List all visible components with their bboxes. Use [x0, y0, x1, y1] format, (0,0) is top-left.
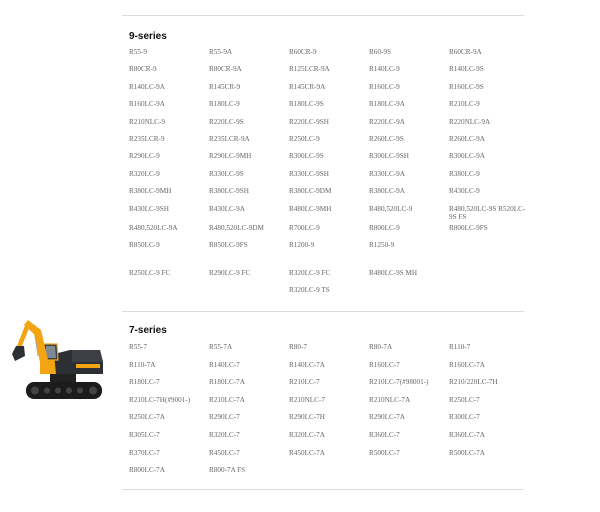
model-cell[interactable] — [129, 65, 209, 82]
model-cell[interactable] — [449, 100, 529, 117]
model-cell[interactable] — [449, 83, 529, 100]
model-row — [129, 413, 529, 431]
model-cell[interactable] — [129, 170, 209, 187]
model-link[interactable]: R80CR-9A — [209, 65, 242, 74]
model-cell[interactable] — [129, 152, 209, 169]
model-link[interactable]: R430LC-9SH — [129, 204, 169, 213]
model-row — [129, 449, 529, 467]
model-link[interactable]: R480,520LC-9A — [129, 224, 178, 233]
model-link[interactable]: R60CR-9 — [289, 48, 317, 56]
model-link[interactable]: R1200-9 — [289, 241, 315, 250]
model-cell[interactable] — [289, 187, 369, 204]
model-cell[interactable] — [369, 269, 449, 286]
model-cell[interactable] — [129, 413, 209, 431]
model-cell[interactable] — [449, 48, 529, 65]
model-row — [129, 100, 529, 117]
model-cell[interactable] — [449, 378, 529, 396]
model-cell[interactable] — [369, 187, 449, 204]
model-cell[interactable] — [289, 205, 369, 225]
model-cell[interactable] — [129, 241, 209, 258]
model-cell[interactable] — [209, 361, 289, 379]
model-cell[interactable] — [369, 396, 449, 414]
model-link[interactable]: R55-7A — [209, 343, 233, 351]
model-cell[interactable] — [209, 241, 289, 258]
model-link[interactable]: R180LC-9 — [209, 100, 240, 109]
model-cell[interactable] — [369, 65, 449, 82]
model-link[interactable]: R380LC-9 — [449, 169, 480, 178]
model-link[interactable]: R360LC-7A — [449, 430, 485, 439]
empty-cell — [289, 466, 369, 484]
series-9-model-grid — [129, 48, 529, 259]
model-cell[interactable] — [449, 170, 529, 187]
model-link[interactable]: R220LC-9S — [209, 117, 244, 126]
model-cell[interactable] — [129, 269, 209, 286]
model-link[interactable]: R300LC-9A — [449, 152, 485, 161]
model-cell[interactable] — [209, 396, 289, 414]
model-link[interactable]: R800LC-9FS — [449, 224, 488, 233]
top-divider — [122, 15, 524, 16]
model-link[interactable]: R110-7A — [129, 360, 156, 369]
model-row — [129, 343, 529, 361]
model-link[interactable]: R210LC-9 — [449, 100, 480, 109]
model-cell[interactable] — [449, 431, 529, 449]
model-cell[interactable] — [449, 413, 529, 431]
model-cell[interactable] — [289, 170, 369, 187]
model-cell[interactable] — [449, 449, 529, 467]
model-cell[interactable] — [129, 431, 209, 449]
model-link[interactable]: R480LC-9MH — [289, 204, 332, 213]
model-link[interactable]: R430LC-9 — [449, 187, 480, 196]
model-link[interactable]: R500LC-7 — [369, 448, 400, 457]
model-cell[interactable] — [209, 83, 289, 100]
model-link[interactable]: R220LC-9A — [369, 117, 405, 126]
empty-cell — [449, 286, 529, 303]
model-link[interactable]: R210NLC-7A — [369, 395, 411, 404]
model-link[interactable]: R180LC-7 — [129, 378, 160, 387]
model-link[interactable]: R145CR-9A — [289, 82, 326, 91]
model-link[interactable]: R480,520LC-9 — [369, 204, 413, 213]
model-link[interactable]: R450LC-7A — [289, 448, 325, 457]
model-link[interactable]: R305LC-7 — [129, 430, 160, 439]
model-link[interactable]: R290LC-7 — [209, 413, 240, 422]
model-link[interactable]: R380LC-9A — [369, 187, 405, 196]
model-link[interactable]: R160LC-9S — [449, 82, 484, 91]
model-cell[interactable] — [369, 413, 449, 431]
model-cell[interactable] — [369, 100, 449, 117]
model-link[interactable]: R800-7A FS — [209, 466, 246, 475]
model-link[interactable]: R140LC-7 — [209, 360, 240, 369]
model-link[interactable]: R80-7A — [369, 343, 393, 351]
series-7-title: 7-series — [129, 325, 167, 336]
model-cell[interactable] — [129, 466, 209, 484]
model-cell[interactable] — [289, 152, 369, 169]
model-link[interactable]: R55-9A — [209, 48, 233, 56]
model-cell[interactable] — [449, 152, 529, 169]
model-link[interactable]: R380LC-9SH — [209, 187, 249, 196]
model-link[interactable]: R500LC-7A — [449, 448, 485, 457]
empty-cell — [369, 286, 449, 303]
model-link[interactable]: R140LC-9S — [449, 65, 484, 74]
excavator-body — [40, 344, 103, 382]
series-7-model-grid — [129, 343, 529, 484]
model-link[interactable]: R210NLC-9 — [129, 117, 165, 126]
model-link[interactable]: R60CR-9A — [449, 48, 482, 56]
model-cell[interactable] — [209, 205, 289, 225]
model-cell[interactable] — [449, 396, 529, 414]
model-cell[interactable] — [289, 83, 369, 100]
model-link[interactable]: R210LC-7H(#9001-) — [129, 395, 191, 404]
excavator-track — [26, 382, 102, 399]
model-link[interactable]: R80CR-9 — [129, 65, 157, 74]
model-link[interactable]: R250LC-9 — [289, 134, 320, 143]
model-cell[interactable] — [449, 135, 529, 152]
model-cell[interactable] — [369, 118, 449, 135]
model-cell[interactable] — [129, 449, 209, 467]
model-link[interactable]: R320LC-9 — [129, 169, 160, 178]
model-cell[interactable] — [289, 224, 369, 241]
model-cell[interactable] — [209, 449, 289, 467]
model-link[interactable]: R320LC-9 TS — [289, 286, 330, 295]
model-row — [129, 378, 529, 396]
model-cell[interactable] — [369, 224, 449, 241]
model-link[interactable]: R250LC-9 FC — [129, 269, 171, 277]
model-row — [129, 187, 529, 204]
model-cell[interactable] — [129, 135, 209, 152]
model-cell[interactable] — [129, 187, 209, 204]
model-link[interactable]: R290LC-9 FC — [209, 269, 251, 277]
model-row — [129, 48, 529, 65]
model-cell[interactable] — [289, 100, 369, 117]
model-row — [129, 170, 529, 187]
model-cell[interactable] — [129, 224, 209, 241]
model-cell[interactable] — [449, 343, 529, 361]
model-cell[interactable] — [289, 241, 369, 258]
model-row — [129, 396, 529, 414]
model-link[interactable]: R850LC-9 — [129, 241, 160, 250]
model-link[interactable]: R330LC-9SH — [289, 169, 329, 178]
model-row — [129, 269, 529, 286]
model-cell[interactable] — [209, 170, 289, 187]
model-cell[interactable] — [369, 170, 449, 187]
model-link[interactable]: R800LC-9 — [369, 224, 400, 233]
model-link[interactable]: R60-9S — [369, 48, 391, 56]
model-link[interactable]: R320LC-9 FC — [289, 269, 331, 277]
model-cell[interactable] — [209, 100, 289, 117]
model-cell[interactable] — [209, 48, 289, 65]
model-link[interactable]: R220LC-9SH — [289, 117, 329, 126]
model-cell[interactable] — [209, 431, 289, 449]
model-cell[interactable] — [369, 449, 449, 467]
model-cell[interactable] — [449, 65, 529, 82]
model-link[interactable]: R290LC-9 — [129, 152, 160, 161]
model-link[interactable]: R160LC-9A — [129, 100, 165, 109]
model-link[interactable]: R330LC-9S — [209, 169, 244, 178]
model-cell[interactable] — [129, 83, 209, 100]
empty-cell — [209, 286, 289, 303]
model-row — [129, 135, 529, 152]
model-link[interactable]: R380LC-9MH — [129, 187, 172, 196]
model-cell[interactable] — [209, 378, 289, 396]
model-row — [129, 361, 529, 379]
model-cell[interactable] — [289, 118, 369, 135]
model-cell[interactable] — [129, 396, 209, 414]
model-cell[interactable] — [289, 431, 369, 449]
model-cell[interactable] — [209, 343, 289, 361]
model-link[interactable]: R180LC-9A — [369, 100, 405, 109]
model-link[interactable]: R80-7 — [289, 343, 307, 351]
model-link[interactable]: R160LC-7A — [449, 360, 485, 369]
series-9-title: 9-series — [129, 31, 167, 42]
empty-cell — [369, 466, 449, 484]
model-link[interactable]: R210LC-7A — [209, 395, 245, 404]
model-cell[interactable] — [449, 118, 529, 135]
model-link[interactable]: R250LC-7 — [449, 395, 480, 404]
model-link[interactable]: R180LC-7A — [209, 378, 245, 387]
model-cell[interactable] — [449, 205, 529, 225]
model-link[interactable]: R235LCR-9A — [209, 134, 250, 143]
model-cell[interactable] — [289, 286, 369, 303]
model-row — [129, 286, 529, 303]
model-link[interactable]: R700LC-9 — [289, 224, 320, 233]
model-link[interactable]: R850LC-9FS — [209, 241, 248, 250]
model-link[interactable]: R320LC-7A — [289, 430, 325, 439]
model-cell[interactable] — [369, 378, 449, 396]
model-link[interactable]: R210NLC-7 — [289, 395, 325, 404]
model-cell[interactable] — [209, 269, 289, 286]
empty-cell — [129, 286, 209, 303]
model-cell[interactable] — [209, 65, 289, 82]
model-cell[interactable] — [369, 152, 449, 169]
model-row — [129, 466, 529, 484]
model-cell[interactable] — [129, 205, 209, 225]
model-cell[interactable] — [449, 224, 529, 241]
model-cell[interactable] — [129, 343, 209, 361]
model-cell[interactable] — [369, 361, 449, 379]
model-cell[interactable] — [209, 413, 289, 431]
model-cell[interactable] — [289, 48, 369, 65]
model-link[interactable]: R220NLC-9A — [449, 117, 491, 126]
model-link[interactable]: R55-7 — [129, 343, 147, 351]
model-cell[interactable] — [209, 152, 289, 169]
model-link[interactable]: R290LC-7A — [369, 413, 405, 422]
model-link[interactable]: R290LC-9MH — [209, 152, 252, 161]
model-cell[interactable] — [209, 224, 289, 241]
model-link[interactable]: R380LC-9DM — [289, 187, 332, 196]
model-link[interactable]: R235LCR-9 — [129, 134, 165, 143]
model-cell[interactable] — [369, 343, 449, 361]
model-cell[interactable] — [369, 135, 449, 152]
model-cell[interactable] — [289, 449, 369, 467]
model-cell[interactable] — [209, 466, 289, 484]
model-cell[interactable] — [289, 378, 369, 396]
empty-cell — [449, 466, 529, 484]
model-cell[interactable] — [289, 135, 369, 152]
model-cell[interactable] — [289, 396, 369, 414]
series-9-extra-model-grid — [129, 269, 529, 304]
model-link[interactable]: R450LC-7 — [209, 448, 240, 457]
model-cell[interactable] — [369, 83, 449, 100]
model-cell[interactable] — [289, 343, 369, 361]
model-cell[interactable] — [369, 205, 449, 225]
model-row — [129, 152, 529, 169]
model-link[interactable]: R260LC-9S — [369, 134, 404, 143]
model-row — [129, 205, 529, 225]
model-link[interactable]: R250LC-7A — [129, 413, 165, 422]
empty-cell — [449, 269, 529, 286]
model-link[interactable]: R320LC-7 — [209, 430, 240, 439]
model-row — [129, 83, 529, 100]
model-cell[interactable] — [129, 48, 209, 65]
model-link[interactable]: R145CR-9 — [209, 82, 241, 91]
excavator-image — [10, 316, 106, 406]
model-cell[interactable] — [129, 378, 209, 396]
model-link[interactable]: R160LC-7 — [369, 360, 400, 369]
model-link[interactable]: R210LC-7 — [289, 378, 320, 387]
model-link[interactable]: R55-9 — [129, 48, 147, 56]
model-cell[interactable] — [369, 48, 449, 65]
model-cell[interactable] — [369, 241, 449, 258]
model-cell[interactable] — [449, 361, 529, 379]
model-link[interactable]: R160LC-9 — [369, 82, 400, 91]
model-link[interactable]: R290LC-7H — [289, 413, 325, 422]
model-link[interactable]: R330LC-9A — [369, 169, 405, 178]
model-link[interactable]: R1250-9 — [369, 241, 395, 250]
model-link[interactable]: R300LC-9S — [289, 152, 324, 161]
model-link[interactable]: R140LC-7A — [289, 360, 325, 369]
model-link[interactable]: R370LC-7 — [129, 448, 160, 457]
model-link[interactable]: R140LC-9 — [369, 65, 400, 74]
model-link[interactable]: R300LC-9SH — [369, 152, 409, 161]
model-row — [129, 118, 529, 135]
empty-cell — [449, 241, 529, 258]
model-link[interactable]: R260LC-9A — [449, 134, 485, 143]
model-cell[interactable] — [369, 431, 449, 449]
model-row — [129, 65, 529, 82]
model-cell[interactable] — [129, 100, 209, 117]
model-cell[interactable] — [209, 135, 289, 152]
model-link[interactable]: R210LC-7(#98001-) — [369, 378, 429, 387]
model-link[interactable]: R480LC-9S MH — [369, 269, 418, 277]
model-cell[interactable] — [289, 65, 369, 82]
bottom-divider — [122, 489, 524, 490]
model-link[interactable]: R110-7 — [449, 343, 471, 351]
middle-divider — [122, 311, 524, 312]
model-link[interactable]: R300LC-7 — [449, 413, 480, 422]
excavator-boom — [12, 320, 48, 362]
model-link[interactable]: R125LCR-9A — [289, 65, 330, 74]
model-link[interactable]: R480,520LC-9S R520LC-9S FS — [449, 204, 526, 222]
model-cell[interactable] — [209, 187, 289, 204]
model-row — [129, 224, 529, 241]
model-cell[interactable] — [289, 413, 369, 431]
model-row — [129, 241, 529, 258]
model-cell[interactable] — [129, 361, 209, 379]
model-link[interactable]: R800LC-7A — [129, 466, 165, 475]
model-link[interactable]: R210/220LC-7H — [449, 378, 498, 387]
model-cell[interactable] — [129, 118, 209, 135]
model-cell[interactable] — [289, 269, 369, 286]
model-link[interactable]: R360LC-7 — [369, 430, 400, 439]
model-link[interactable]: R430LC-9A — [209, 204, 245, 213]
model-cell[interactable] — [289, 361, 369, 379]
model-link[interactable]: R480,520LC-9DM — [209, 224, 264, 233]
model-link[interactable]: R180LC-9S — [289, 100, 324, 109]
model-cell[interactable] — [449, 187, 529, 204]
model-row — [129, 431, 529, 449]
model-cell[interactable] — [209, 118, 289, 135]
model-link[interactable]: R140LC-9A — [129, 82, 165, 91]
